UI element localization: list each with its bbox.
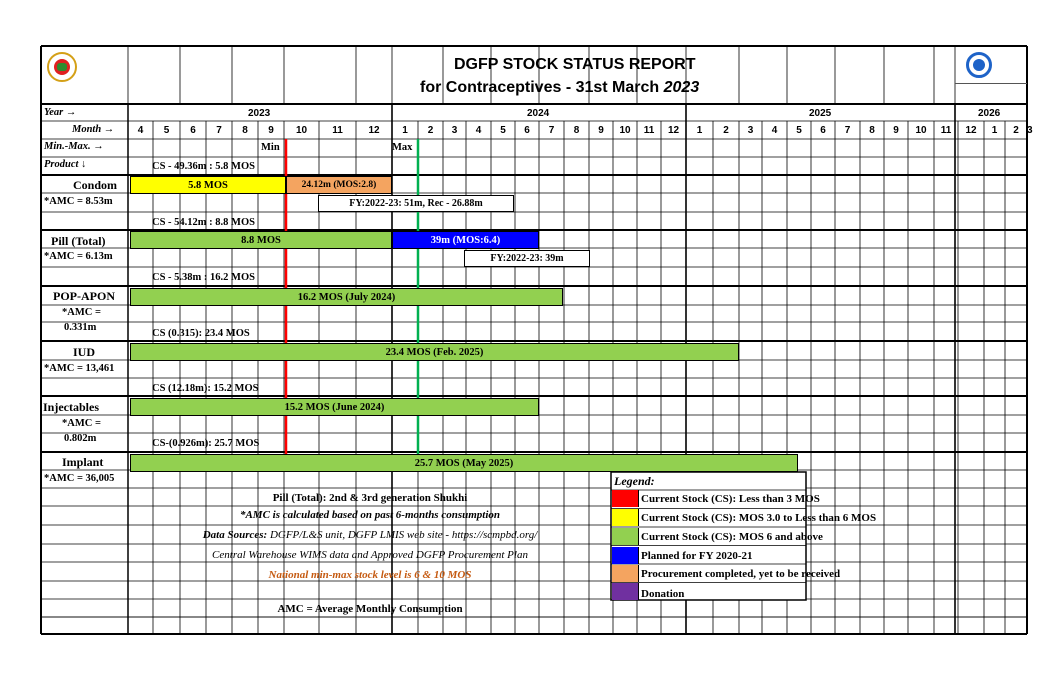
legend-swatch-orange xyxy=(612,565,639,582)
month-label: 9 xyxy=(268,125,274,136)
data-sources-text: DGFP/L&S unit, DGFP LMIS web site - https://scmpbd.org/ xyxy=(267,529,538,541)
month-label: 9 xyxy=(893,125,899,136)
month-label: 4 xyxy=(475,125,482,136)
month-label: 6 xyxy=(524,125,530,136)
month-label: 8 xyxy=(242,125,248,136)
product-name-injectables: Injectables xyxy=(43,400,99,414)
month-label: 3 xyxy=(747,125,754,136)
max-label: Max xyxy=(392,142,413,153)
report-subtitle xyxy=(420,80,699,96)
product-row-label: Product ↓ xyxy=(44,159,87,170)
legend-item-red: Current Stock (CS): Less than 3 MOS xyxy=(641,493,820,505)
bangladesh-govt-logo-icon xyxy=(47,52,77,82)
month-label: 4 xyxy=(137,125,144,136)
month-label: 2 xyxy=(723,125,729,136)
product-amc-injectables-2: 0.802m xyxy=(64,433,97,444)
month-label: 10 xyxy=(295,125,308,136)
product-cs-pop-apon: CS - 5.38m : 16.2 MOS xyxy=(152,272,255,283)
legend-swatch-red xyxy=(612,490,639,507)
legend-swatch-green xyxy=(612,528,639,545)
data-sources-label: Data Sources: xyxy=(202,529,268,541)
product-cs-implant: CS-(0.926m): 25.7 MOS xyxy=(152,438,260,449)
year-label-2024: 2024 xyxy=(527,108,550,119)
month-label: 8 xyxy=(573,125,580,136)
year-label-2025: 2025 xyxy=(809,108,832,119)
legend-swatch-blue xyxy=(612,547,639,564)
stock-bar-implant: 25.7 MOS (May 2025) xyxy=(130,454,798,472)
legend-swatch-purple xyxy=(612,583,639,600)
month-label: 5 xyxy=(500,125,506,136)
month-label: 4 xyxy=(771,125,778,136)
report-title: DGFP STOCK STATUS REPORT xyxy=(454,56,696,73)
product-name-pop-apon: POP-APON xyxy=(53,289,115,303)
data-sources-line2: Central Warehouse WIMS data and Approved DGFP Procurement Plan xyxy=(212,549,528,561)
product-name-condom: Condom xyxy=(73,178,118,192)
product-cs-condom: CS - 49.36m : 5.8 MOS xyxy=(152,161,255,172)
product-name-implant: Implant xyxy=(62,455,104,469)
product-amc-injectables-1: *AMC = xyxy=(62,418,101,429)
product-amc-pill: *AMC = 6.13m xyxy=(44,251,113,262)
product-amc-pop-apon-2: 0.331m xyxy=(64,322,97,333)
month-label: 1 xyxy=(991,125,998,136)
product-name-iud: IUD xyxy=(73,345,96,359)
month-label: 12 xyxy=(965,125,977,136)
month-label: 10 xyxy=(619,125,631,136)
month-label: 12 xyxy=(667,125,680,136)
product-cs-iud: CS (0.315): 23.4 MOS xyxy=(152,328,250,339)
month-label: 2 xyxy=(1013,125,1019,136)
product-cs-pill: CS - 54.12m : 8.8 MOS xyxy=(152,217,255,228)
pill-note: Pill (Total): 2nd & 3rd generation Shukhi xyxy=(272,492,468,504)
report-subtitle-year: 2023 xyxy=(663,79,700,96)
month-label: 10 xyxy=(915,125,927,136)
stock-bar-condom: 5.8 MOS xyxy=(130,176,286,194)
procurement-bar-condom: 24.12m (MOS:2.8) xyxy=(286,176,392,194)
month-label: 12 xyxy=(368,125,380,136)
min-label: Min xyxy=(261,142,280,153)
stock-bar-pop-apon: 16.2 MOS (July 2024) xyxy=(130,288,563,306)
month-label: 11 xyxy=(940,125,952,136)
minmax-row-label: Min.-Max. → xyxy=(44,141,104,152)
month-label: 9 xyxy=(598,125,604,136)
fy-note-condom: FY:2022-23: 51m, Rec - 26.88m xyxy=(318,195,514,212)
planned-bar-pill: 39m (MOS:6.4) xyxy=(392,231,539,249)
month-label: 11 xyxy=(332,125,343,136)
product-amc-iud: *AMC = 13,461 xyxy=(44,363,115,374)
fy-note-pill: FY:2022-23: 39m xyxy=(464,250,590,267)
month-label: 6 xyxy=(190,125,196,136)
product-amc-pop-apon-1: *AMC = xyxy=(62,307,101,318)
month-label: 7 xyxy=(548,125,555,136)
legend-item-yellow: Current Stock (CS): MOS 3.0 to Less than 6 MOS xyxy=(641,512,877,524)
product-amc-condom: *AMC = 8.53m xyxy=(44,196,113,207)
stock-bar-injectables: 15.2 MOS (June 2024) xyxy=(130,398,539,416)
month-label: 5 xyxy=(796,125,802,136)
month-label: 11 xyxy=(643,125,655,136)
legend-item-blue: Planned for FY 2020-21 xyxy=(641,550,753,562)
month-label: 7 xyxy=(844,125,851,136)
stock-status-sheet: DGFP STOCK STATUS REPORT for Contraceptives - 31st March 2023 Year → Month → Min.-Max. → Product ↓ 2023 2024 2025 2026 4 5 6 7 8 9 10 11 12 1 2 3 4 5 6 7 8 9 10 11 12 1 2 3 4 5 6 7 8 9 10 11 12 1 2 3 Min Max Condom *AMC = 8.53m CS - 49.36m : 5.8 MOS 5.8 MOS 24.12m (MOS:2.8) FY:2022-23: 51m, Rec - 26.88m Pill (Total) *AMC = 6.13m CS - 54.12m : 8.8 MOS 8.8 MOS 39m (MOS:6.4) FY:2022-23: 39m POP-APON *AMC = 0.331m CS - 5.38m : 16.2 MOS 16.2 MOS (July 2024) IUD *AMC = 13,461 CS (0.315): 23.4 MOS 23.4 MOS (Feb. 2025) Injectables *AMC = 0.802m CS (12.18m): 15.2 MOS 15.2 MOS (June 2024) Implant *AMC = 36,005 CS-(0.926m): 25.7 MOS 25.7 MOS (May 2025) Pill (Total): 2nd & 3rd generation Shukhi *AMC is calculated based on past 6-months consumption Data Sources: DGFP/L&S unit, DGFP LMIS web site - https://scmpbd.org/ Central Warehouse WIMS data and Approved DGFP Procurement Plan National min-max stock level is 6 & 10 MOS AMC = Average Monthly Consumption Legend: Current Stock (CS): Less than 3 MOS Current Stock (CS): MOS 3.0 to Less than 6 MOS Current Stock (CS): MOS 6 and above Planned for FY 2020-21 Procurement completed, yet to be received Donation xyxy=(0,0,1063,691)
month-label: 2 xyxy=(427,125,434,136)
minmax-note: National min-max stock level is 6 & 10 MOS xyxy=(268,569,472,581)
legend-swatch-yellow xyxy=(612,509,639,526)
dgfp-logo-icon xyxy=(960,52,1000,80)
month-label: 6 xyxy=(820,125,826,136)
report-subtitle-text: for Contraceptives - 31st March xyxy=(420,79,664,96)
amc-definition: AMC = Average Monthly Consumption xyxy=(277,603,463,615)
amc-note: *AMC is calculated based on past 6-months consumption xyxy=(239,509,501,521)
data-sources-note xyxy=(130,529,610,541)
month-label: 3 xyxy=(451,125,458,136)
stock-bar-iud: 23.4 MOS (Feb. 2025) xyxy=(130,343,739,361)
month-label: 1 xyxy=(696,125,703,136)
year-label-2023: 2023 xyxy=(248,108,271,119)
legend-title: Legend: xyxy=(614,474,655,488)
stock-bar-pill: 8.8 MOS xyxy=(130,231,392,249)
product-name-pill: Pill (Total) xyxy=(51,234,106,248)
legend-item-green: Current Stock (CS): MOS 6 and above xyxy=(641,531,823,543)
year-label-2026: 2026 xyxy=(978,108,1001,119)
month-row-label: Month → xyxy=(72,124,115,135)
month-label: 1 xyxy=(402,125,408,136)
legend-item-purple: Donation xyxy=(641,588,685,600)
month-label: 8 xyxy=(869,125,875,136)
product-amc-implant: *AMC = 36,005 xyxy=(44,473,115,484)
product-cs-injectables: CS (12.18m): 15.2 MOS xyxy=(152,383,259,394)
dgfp-logo-caption xyxy=(955,83,1027,87)
year-row-label: Year → xyxy=(44,107,77,118)
legend-item-orange: Procurement completed, yet to be received xyxy=(641,568,841,580)
month-label: 5 xyxy=(163,125,170,136)
month-label: 7 xyxy=(216,125,222,136)
